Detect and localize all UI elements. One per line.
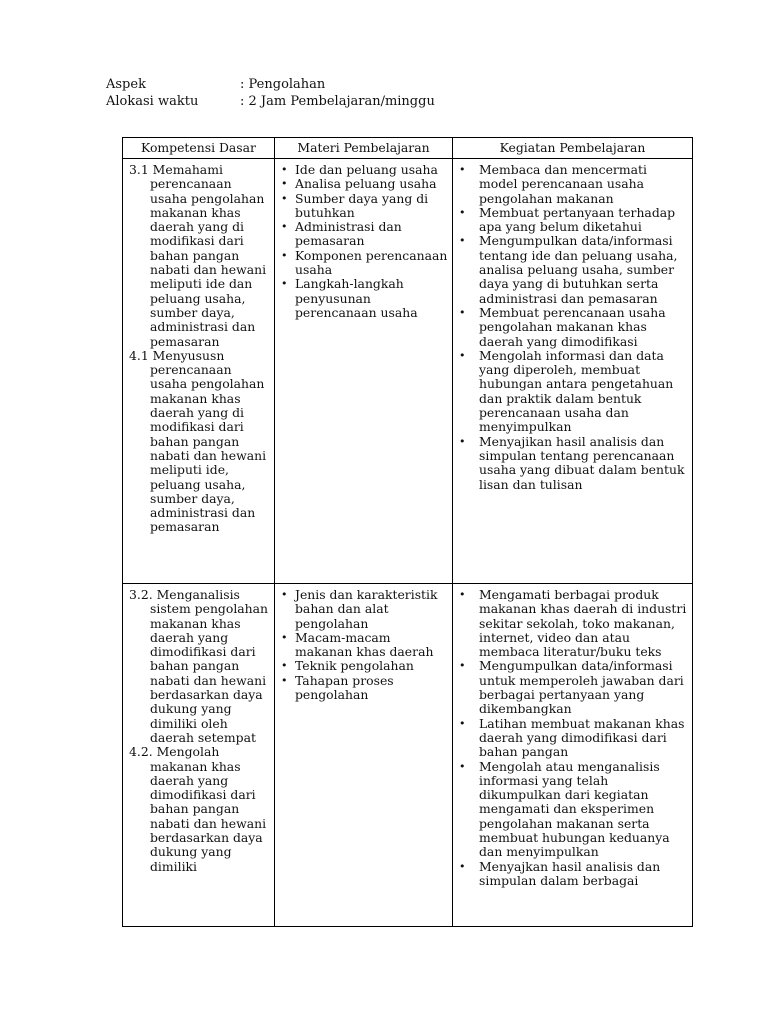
list-item: • Membaca dan mencermati model perencanaan usaha pengolahan makanan xyxy=(453,163,688,206)
list-item: • Administrasi dan pemasaran xyxy=(275,220,448,249)
header-kegiatan-pembelajaran: Kegiatan Pembelajaran xyxy=(453,138,693,159)
document-header xyxy=(106,76,435,110)
kd-item xyxy=(129,163,272,349)
list-item: • Mengolah informasi dan data yang diperoleh, membuat hubungan antara pengetahuan dan praktik dalam bentuk perencanaan usaha dan menyimpulkan xyxy=(453,349,688,435)
list-item: • Tahapan proses pengolahan xyxy=(275,674,448,703)
aspek-row xyxy=(106,76,435,93)
table-row xyxy=(123,584,693,927)
list-item: • Mengolah atau menganalisis informasi yang telah dikumpulkan dari kegiatan mengamati dan eksperimen pengolahan makanan serta membuat hubungan keduanya dan menyimpulkan xyxy=(453,760,688,860)
header-materi-pembelajaran: Materi Pembelajaran xyxy=(275,138,453,159)
kd-text: Memahami perencanaan usaha pengolahan makanan khas daerah yang di modifikasi dari bahan pangan nabati dan hewani meliputi ide dan peluang usaha, sumber daya, administrasi dan pemasaran xyxy=(150,162,267,349)
list-item: • Analisa peluang usaha xyxy=(275,177,448,191)
table-header-row xyxy=(123,138,693,159)
materi-list xyxy=(275,588,452,702)
list-item: • Langkah-langkah penyusunan perencanaan usaha xyxy=(275,277,448,320)
list-item: • Mengumpulkan data/informasi untuk memperoleh jawaban dari berbagai pertanyaan yang dikembangkan xyxy=(453,659,688,716)
list-item: • Menyajikan hasil analisis dan simpulan tentang perencanaan usaha yang dibuat dalam bentuk lisan dan tulisan xyxy=(453,435,688,492)
learning-plan-table xyxy=(122,137,693,927)
list-item: • Membuat pertanyaan terhadap apa yang belum diketahui xyxy=(453,206,688,235)
aspek-value: : Pengolahan xyxy=(240,77,326,92)
kompetensi-dasar-cell xyxy=(123,159,275,584)
alokasi-row xyxy=(106,93,435,110)
list-item: • Sumber daya yang di butuhkan xyxy=(275,192,448,221)
kd-number: 4.1 xyxy=(129,347,149,363)
kompetensi-dasar-cell xyxy=(123,584,275,927)
list-item: • Teknik pengolahan xyxy=(275,659,448,673)
alokasi-label: Alokasi waktu xyxy=(106,94,199,109)
list-item: • Komponen perencanaan usaha xyxy=(275,249,448,278)
alokasi-value: : 2 Jam Pembelajaran/minggu xyxy=(240,94,435,109)
kd-item xyxy=(129,588,272,745)
list-item: • Mengamati berbagai produk makanan khas daerah di industri sekitar sekolah, toko makanan, internet, video dan atau membaca literatur/buku teks xyxy=(453,588,688,659)
materi-cell xyxy=(275,584,453,927)
materi-list xyxy=(275,163,452,320)
kegiatan-list xyxy=(453,163,692,492)
kegiatan-cell xyxy=(453,584,693,927)
kd-number: 4.2. xyxy=(129,744,153,760)
table-row xyxy=(123,159,693,584)
kegiatan-cell xyxy=(453,159,693,584)
list-item: • Menyajkan hasil analisis dan simpulan dalam berbagai xyxy=(453,860,688,889)
kegiatan-list xyxy=(453,588,692,888)
list-item: • Ide dan peluang usaha xyxy=(275,163,448,177)
list-item: • Jenis dan karakteristik bahan dan alat pengolahan xyxy=(275,588,448,631)
kd-item xyxy=(129,745,272,874)
kd-text: Mengolah makanan khas daerah yang dimodifikasi dari bahan pangan nabati dan hewani berdasarkan daya dukung yang dimiliki xyxy=(150,744,267,874)
header-kompetensi-dasar: Kompetensi Dasar xyxy=(123,138,275,159)
kd-item xyxy=(129,349,272,535)
list-item: • Membuat perencanaan usaha pengolahan makanan khas daerah yang dimodifikasi xyxy=(453,306,688,349)
kd-number: 3.1 xyxy=(129,162,149,177)
kd-text: Menganalisis sistem pengolahan makanan khas daerah yang dimodifikasi dari bahan pangan nabati dan hewani berdasarkan daya dukung yang dimiliki oleh daerah setempat xyxy=(150,587,269,745)
kd-number: 3.2. xyxy=(129,587,153,602)
materi-cell xyxy=(275,159,453,584)
kd-text: Menyususn perencanaan usaha pengolahan makanan khas daerah yang di modifikasi dari bahan pangan nabati dan hewani meliputi ide, peluang usaha, sumber daya, administrasi dan pemasaran xyxy=(150,347,267,535)
list-item: • Macam-macam makanan khas daerah xyxy=(275,631,448,660)
list-item: • Mengumpulkan data/informasi tentang ide dan peluang usaha, analisa peluang usaha, sumber daya yang di butuhkan serta administrasi dan pemasaran xyxy=(453,234,688,305)
list-item: • Latihan membuat makanan khas daerah yang dimodifikasi dari bahan pangan xyxy=(453,717,688,760)
aspek-label: Aspek xyxy=(106,77,146,92)
